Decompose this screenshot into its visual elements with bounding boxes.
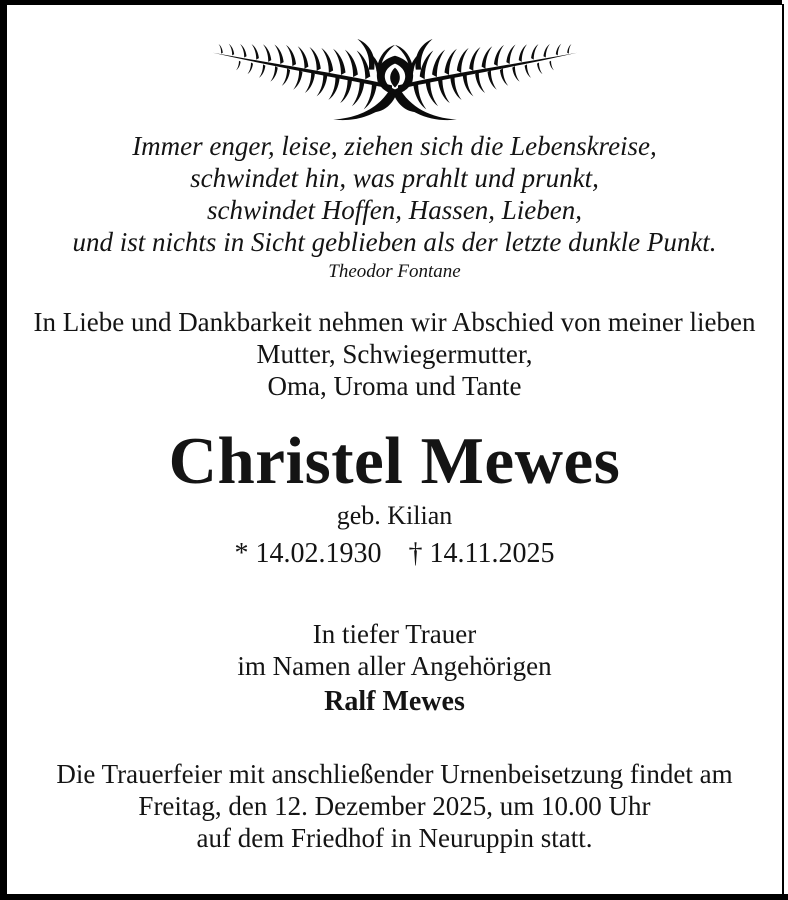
funeral-details — [7, 758, 782, 854]
scan-edge-right — [782, 4, 784, 895]
poem-line: Immer enger, leise, ziehen sich die Lebenskreise, — [132, 131, 657, 161]
intro-line: Mutter, Schwiegermutter, — [256, 339, 533, 369]
intro-text — [7, 306, 782, 402]
funeral-line: Die Trauerfeier mit anschließender Urnenbeisetzung findet am — [56, 759, 733, 789]
mourner-name: Ralf Mewes — [324, 686, 465, 717]
mourning-line: im Namen aller Angehörigen — [237, 651, 552, 681]
mourning-text — [7, 618, 782, 719]
poem-line: schwindet Hoffen, Hassen, Lieben, — [207, 195, 582, 225]
poem-attribution: Theodor Fontane — [328, 261, 461, 282]
mourning-line: In tiefer Trauer — [312, 619, 477, 649]
intro-line: Oma, Uroma und Tante — [267, 371, 522, 401]
notice-content — [7, 0, 782, 854]
life-dates — [7, 537, 782, 571]
scan-edge-left — [0, 0, 7, 900]
poem-line: und ist nichts in Sicht geblieben als der letzte dunkle Punkt. — [72, 227, 717, 257]
funeral-line: auf dem Friedhof in Neuruppin statt. — [196, 823, 593, 853]
intro-line: In Liebe und Dankbarkeit nehmen wir Abschied von meiner lieben — [33, 307, 756, 337]
scan-edge-bottom — [0, 894, 788, 900]
fern-spray-ornament — [202, 24, 588, 128]
poem — [7, 130, 782, 285]
poem-line: schwindet hin, was prahlt und prunkt, — [190, 163, 599, 193]
maiden-name: geb. Kilian — [336, 501, 453, 530]
death-date: † 14.11.2025 — [408, 538, 555, 569]
funeral-line: Freitag, den 12. Dezember 2025, um 10.00 Uhr — [138, 791, 651, 821]
deceased-name: Christel Mewes — [168, 424, 621, 498]
birth-date: * 14.02.1930 — [234, 538, 382, 569]
